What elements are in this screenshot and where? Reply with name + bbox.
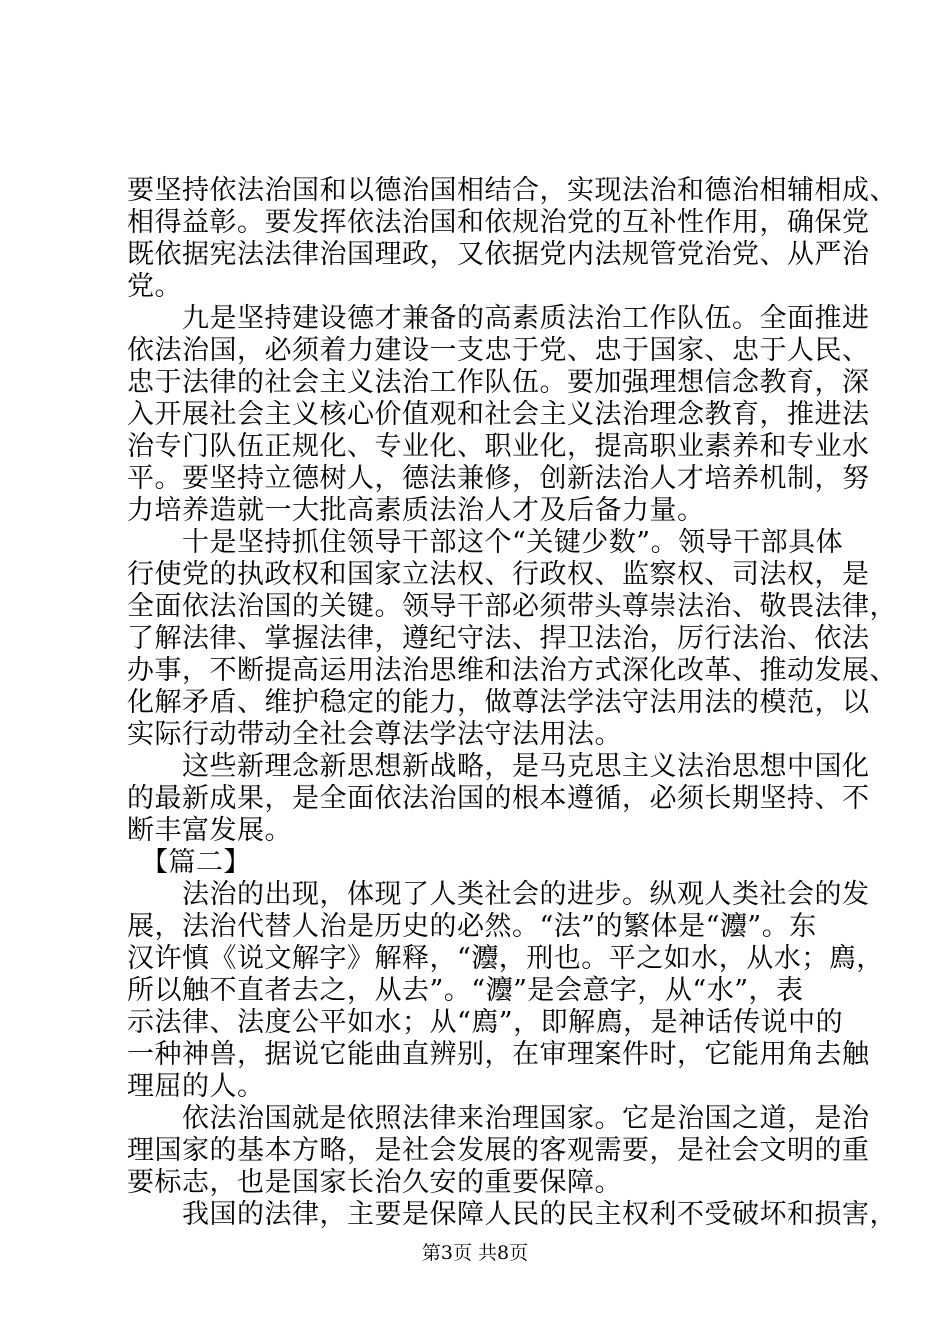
text-line: 了解法律、掌握法律，遵纪守法、捍卫法治，厉行法治、依法 <box>127 623 870 654</box>
text-line: 忠于法律的社会主义法治工作队伍。要加强理想信念教育，深 <box>127 367 870 398</box>
text-line: 我国的法律，主要是保障人民的民主权利不受破坏和损害， <box>127 1199 897 1230</box>
text-line: 行使党的执政权和国家立法权、行政权、监察权、司法权，是 <box>127 559 870 590</box>
text-line: 九是坚持建设德才兼备的高素质法治工作队伍。全面推进 <box>127 303 870 334</box>
text-line: 要标志，也是国家长治久安的重要保障。 <box>127 1167 622 1198</box>
text-line: 全面依法治国的关键。领导干部必须带头尊崇法治、敬畏法律， <box>127 591 897 622</box>
text-line: 汉许慎《说文解字》解释，“灋，刑也。平之如水，从水；廌， <box>127 943 884 974</box>
text-line: 依法治国就是依照法律来治理国家。它是治国之道，是治 <box>127 1103 870 1134</box>
text-line: 十是坚持抓住领导干部这个“关键少数”。领导干部具体 <box>127 527 844 558</box>
text-line: 实际行动带动全社会尊法学法守法用法。 <box>127 719 622 750</box>
text-line: 这些新理念新思想新战略，是马克思主义法治思想中国化 <box>127 751 870 782</box>
text-line: 相得益彰。要发挥依法治国和依规治党的互补性作用，确保党 <box>127 207 870 238</box>
text-line: 化解矛盾、维护稳定的能力，做尊法学法守法用法的模范，以 <box>127 687 870 718</box>
text-line: 力培养造就一大批高素质法治人才及后备力量。 <box>127 495 705 526</box>
text-line: 理国家的基本方略，是社会发展的客观需要，是社会文明的重 <box>127 1135 870 1166</box>
text-line: 断丰富发展。 <box>127 815 292 846</box>
text-line: 党。 <box>127 271 182 302</box>
text-line: 示法律、法度公平如水；从“廌”，即解廌，是神话传说中的 <box>127 1007 844 1038</box>
text-line: 入开展社会主义核心价值观和社会主义法治理念教育，推进法 <box>127 399 870 430</box>
text-line: 法治的出现，体现了人类社会的进步。纵观人类社会的发 <box>127 879 870 910</box>
text-line: 的最新成果，是全面依法治国的根本遵循，必须长期坚持、不 <box>127 783 870 814</box>
text-line: 治专门队伍正规化、专业化、职业化，提高职业素养和专业水 <box>127 431 870 462</box>
text-line: 理屈的人。 <box>127 1071 265 1102</box>
text-line: 要坚持依法治国和以德治国相结合，实现法治和德治相辅相成、 <box>127 175 897 206</box>
text-line: 一种神兽，据说它能曲直辨别，在审理案件时，它能用角去触 <box>127 1039 870 1070</box>
text-line: 平。要坚持立德树人，德法兼修，创新法治人才培养机制，努 <box>127 463 870 494</box>
text-line: 办事，不断提高运用法治思维和法治方式深化改革、推动发展、 <box>127 655 897 686</box>
text-line: 所以触不直者去之，从去”。“灋”是会意字，从“水”，表 <box>127 975 804 1006</box>
section-heading: 【篇二】 <box>127 847 251 878</box>
text-line: 依法治国，必须着力建设一支忠于党、忠于国家、忠于人民、 <box>127 335 870 366</box>
text-line: 展，法治代替人治是历史的必然。“法”的繁体是“灋”。东 <box>127 911 817 942</box>
text-line: 既依据宪法法律治国理政，又依据党内法规管党治党、从严治 <box>127 239 870 270</box>
page-footer: 第3页 共8页 <box>421 1242 529 1264</box>
